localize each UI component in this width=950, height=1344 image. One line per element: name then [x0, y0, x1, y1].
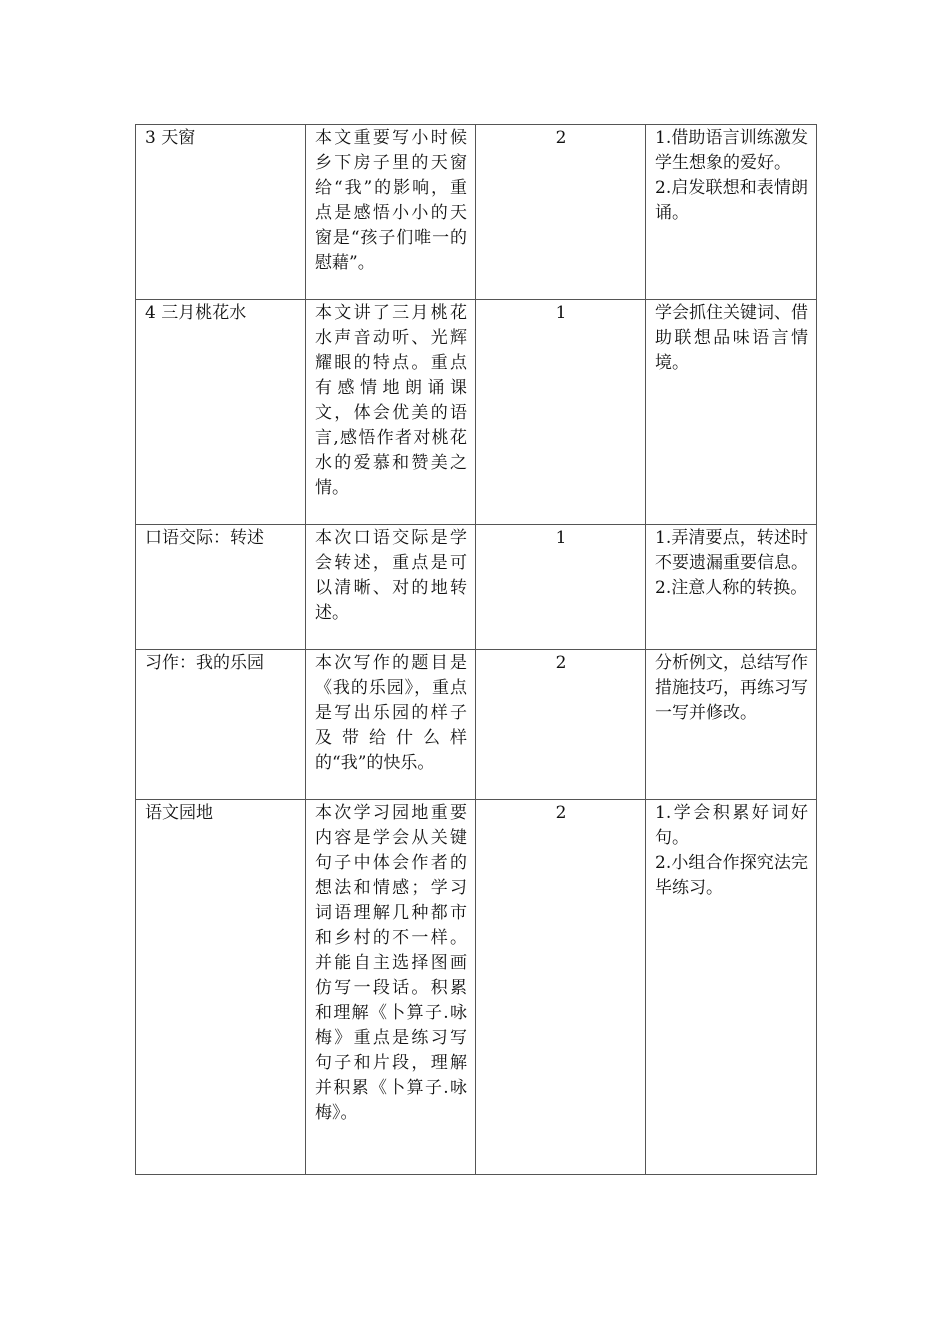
lesson-methods-cell	[646, 800, 817, 1175]
lesson-methods-cell	[646, 525, 817, 650]
table-row	[136, 650, 817, 800]
lesson-content-cell: 本次学习园地重要内容是学会从关键句子中体会作者的想法和情感；学习词语理解几种都市和乡村的不一样。并能自主选择图画仿写一段话。积累和理解《卜算子.咏梅》重点是练习写句子和片段，理解并积累《卜算子.咏梅》。	[306, 800, 476, 1175]
method-item: 学会抓住关键词、借助联想品味语言情境。	[655, 303, 808, 373]
method-item: 2.注意人称的转换。	[655, 578, 808, 598]
lesson-title-cell: 4 三月桃花水	[136, 300, 306, 525]
lesson-content-cell: 本次口语交际是学会转述，重点是可以清晰、对的地转述。	[306, 525, 476, 650]
lesson-title-cell: 语文园地	[136, 800, 306, 1175]
method-item: 2.小组合作探究法完毕练习。	[655, 853, 808, 898]
lesson-title-cell: 习作：我的乐园	[136, 650, 306, 800]
lesson-title-cell: 口语交际：转述	[136, 525, 306, 650]
lesson-title-cell: 3 天窗	[136, 125, 306, 300]
method-item: 1.借助语言训练激发学生想象的爱好。	[655, 128, 808, 173]
lesson-hours-cell: 2	[476, 800, 646, 1175]
method-item: 1.弄清要点，转述时不要遗漏重要信息。	[655, 528, 808, 573]
lesson-plan-table	[135, 124, 817, 1175]
table-row	[136, 525, 817, 650]
lesson-methods-cell	[646, 650, 817, 800]
lesson-hours-cell: 1	[476, 525, 646, 650]
table-row	[136, 800, 817, 1175]
lesson-hours-cell: 1	[476, 300, 646, 525]
table-row	[136, 125, 817, 300]
lesson-methods-cell	[646, 125, 817, 300]
method-item: 2.启发联想和表情朗诵。	[655, 178, 808, 223]
lesson-content-cell: 本文讲了三月桃花水声音动听、光辉耀眼的特点。重点有感情地朗诵课文，体会优美的语言,感悟作者对桃花水的爱慕和赞美之情。	[306, 300, 476, 525]
method-item: 分析例文，总结写作措施技巧，再练习写一写并修改。	[655, 653, 808, 723]
lesson-hours-cell: 2	[476, 650, 646, 800]
method-item: 1.学会积累好词好句。	[655, 803, 808, 848]
table-row	[136, 300, 817, 525]
lesson-content-cell: 本文重要写小时候乡下房子里的天窗给“我”的影响，重点是感悟小小的天窗是“孩子们唯一的慰藉”。	[306, 125, 476, 300]
lesson-hours-cell: 2	[476, 125, 646, 300]
lesson-content-cell: 本次写作的题目是《我的乐园》，重点是写出乐园的样子及带给什么样的“我”的快乐。	[306, 650, 476, 800]
lesson-methods-cell	[646, 300, 817, 525]
